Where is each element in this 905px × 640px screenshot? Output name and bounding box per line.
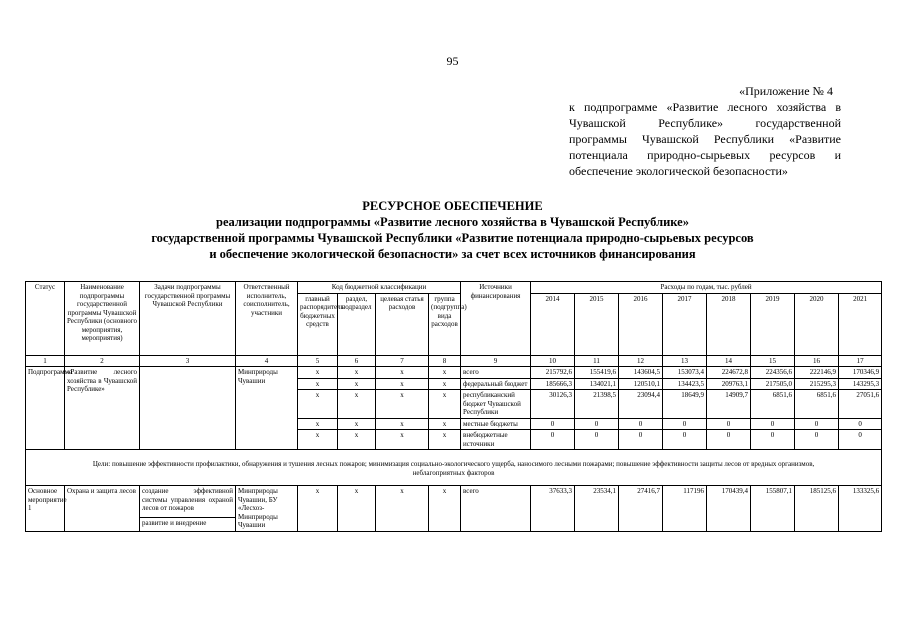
header-year: 2016 [619, 293, 663, 355]
goal-row [26, 450, 882, 486]
value-cell: 6851,6 [795, 390, 839, 419]
subprogram-executor: Минприроды Чувашии [236, 367, 298, 450]
header-status: Статус [26, 282, 65, 356]
value-cell: 0 [531, 418, 575, 430]
code-cell: x [338, 486, 376, 532]
column-numbers-row [26, 355, 882, 367]
value-cell: 30126,3 [531, 390, 575, 419]
code-cell: x [429, 418, 461, 430]
header-target-article: целевая статья расходов [376, 293, 429, 355]
value-cell: 133325,6 [839, 486, 882, 532]
value-cell: 0 [839, 430, 882, 450]
code-cell: x [298, 390, 338, 419]
document-title [0, 198, 905, 262]
table-row [26, 486, 882, 518]
header-year: 2017 [663, 293, 707, 355]
code-cell: x [338, 378, 376, 390]
column-number: 12 [619, 355, 663, 367]
column-number: 14 [707, 355, 751, 367]
appendix-line1: «Приложение № 4 [739, 84, 833, 98]
title-line2: реализации подпрограммы «Развитие лесного хозяйства в Чувашской Республике» [216, 215, 689, 229]
main-event-status: Основное мероприятие 1 [26, 486, 65, 532]
code-cell: x [298, 418, 338, 430]
subprogram-tasks [140, 367, 236, 450]
goal-text: Цели: повышение эффективности профилактики, обнаружения и тушения лесных пожаров; минимизация социально-экологического ущерба, наносимого лесными пожарами; повышение эффективности защиты лесов от вредных организмов, неблагоприятных факторов [26, 450, 882, 486]
value-cell: 0 [751, 418, 795, 430]
value-cell: 6851,6 [751, 390, 795, 419]
value-cell: 224356,6 [751, 367, 795, 379]
code-cell: x [298, 378, 338, 390]
value-cell: 134021,1 [575, 378, 619, 390]
source-cell: федеральный бюджет [461, 378, 531, 390]
title-line1: РЕСУРСНОЕ ОБЕСПЕЧЕНИЕ [362, 199, 543, 213]
header-main-manager: главный распорядитель бюджетных средств [298, 293, 338, 355]
value-cell: 217505,0 [751, 378, 795, 390]
main-event-tasks: создание эффективной системы управления охраной лесов от пожаров [140, 486, 236, 518]
code-cell: x [429, 378, 461, 390]
value-cell: 23534,1 [575, 486, 619, 532]
column-number: 6 [338, 355, 376, 367]
source-cell: местные бюджеты [461, 418, 531, 430]
value-cell: 185125,6 [795, 486, 839, 532]
value-cell: 120510,1 [619, 378, 663, 390]
column-number: 3 [140, 355, 236, 367]
value-cell: 0 [619, 418, 663, 430]
code-cell: x [429, 486, 461, 532]
title-line3: государственной программы Чувашской Республики «Развитие потенциала природно-сырьевых ресурсов [151, 231, 754, 245]
value-cell: 222146,9 [795, 367, 839, 379]
resource-table [25, 281, 882, 532]
code-cell: x [376, 378, 429, 390]
header-sources: Источники финансирования [461, 282, 531, 356]
appendix-note [569, 83, 841, 179]
header-executor: Ответственный исполнитель, соисполнитель, участники [236, 282, 298, 356]
value-cell: 153073,4 [663, 367, 707, 379]
title-line4: и обеспечение экологической безопасности» за счет всех источников финансирования [209, 247, 696, 261]
column-number: 1 [26, 355, 65, 367]
column-number: 2 [65, 355, 140, 367]
header-year: 2014 [531, 293, 575, 355]
column-number: 11 [575, 355, 619, 367]
code-cell: x [338, 430, 376, 450]
header-year: 2015 [575, 293, 619, 355]
column-number: 9 [461, 355, 531, 367]
main-event-executor: Минприроды Чувашии, БУ «Лесхоз-Минприроды Чувашии [236, 486, 298, 532]
page-number: 95 [446, 54, 459, 68]
header-tasks: Задачи подпрограммы государственной программы Чувашской Республики [140, 282, 236, 356]
subprogram-name: «Развитие лесного хозяйства в Чувашской Республике» [65, 367, 140, 450]
code-cell: x [298, 367, 338, 379]
value-cell: 170439,4 [707, 486, 751, 532]
source-cell: всего [461, 367, 531, 379]
value-cell: 0 [839, 418, 882, 430]
header-year: 2021 [839, 293, 882, 355]
code-cell: x [429, 390, 461, 419]
value-cell: 215295,3 [795, 378, 839, 390]
code-cell: x [338, 418, 376, 430]
source-cell: внебюджетные источники [461, 430, 531, 450]
column-number: 5 [298, 355, 338, 367]
column-number: 4 [236, 355, 298, 367]
code-cell: x [376, 430, 429, 450]
code-cell: x [429, 430, 461, 450]
header-year: 2020 [795, 293, 839, 355]
source-cell: всего [461, 486, 531, 532]
value-cell: 0 [707, 418, 751, 430]
code-cell: x [429, 367, 461, 379]
value-cell: 0 [707, 430, 751, 450]
value-cell: 18649,9 [663, 390, 707, 419]
code-cell: x [376, 486, 429, 532]
subprogram-status: Подпрограмма [26, 367, 65, 450]
header-group: группа (подгруппа) вида расходов [429, 293, 461, 355]
column-number: 17 [839, 355, 882, 367]
code-cell: x [338, 367, 376, 379]
source-cell: республиканский бюджет Чувашской Республики [461, 390, 531, 419]
value-cell: 224672,8 [707, 367, 751, 379]
main-event-tasks-extra: развитие и внедрение [140, 518, 236, 531]
value-cell: 170346,9 [839, 367, 882, 379]
code-cell: x [376, 367, 429, 379]
code-cell: x [298, 430, 338, 450]
column-number: 13 [663, 355, 707, 367]
header-year: 2018 [707, 293, 751, 355]
table-row [26, 367, 882, 379]
value-cell: 0 [575, 430, 619, 450]
value-cell: 0 [663, 418, 707, 430]
value-cell: 23094,4 [619, 390, 663, 419]
value-cell: 0 [795, 418, 839, 430]
code-cell: x [338, 390, 376, 419]
value-cell: 143295,3 [839, 378, 882, 390]
appendix-line2: к подпрограмме «Развитие лесного хозяйства в Чувашской Республике» государственной программы Чувашской Республики «Развитие потенциала природно-сырьевых ресурсов и обеспечение экологической безопасности» [569, 100, 841, 178]
header-expenses: Расходы по годам, тыс. рублей [531, 282, 882, 294]
column-number: 15 [751, 355, 795, 367]
value-cell: 0 [575, 418, 619, 430]
value-cell: 185666,3 [531, 378, 575, 390]
value-cell: 0 [619, 430, 663, 450]
value-cell: 0 [751, 430, 795, 450]
value-cell: 155419,6 [575, 367, 619, 379]
column-number: 16 [795, 355, 839, 367]
value-cell: 209763,1 [707, 378, 751, 390]
value-cell: 14909,7 [707, 390, 751, 419]
header-year: 2019 [751, 293, 795, 355]
value-cell: 37633,3 [531, 486, 575, 532]
value-cell: 0 [663, 430, 707, 450]
code-cell: x [376, 390, 429, 419]
header-budget-code: Код бюджетной классификации [298, 282, 461, 294]
value-cell: 155807,1 [751, 486, 795, 532]
value-cell: 27416,7 [619, 486, 663, 532]
value-cell: 27051,6 [839, 390, 882, 419]
column-number: 7 [376, 355, 429, 367]
column-number: 8 [429, 355, 461, 367]
main-event-name: Охрана и защита лесов [65, 486, 140, 532]
value-cell: 21398,5 [575, 390, 619, 419]
value-cell: 215792,6 [531, 367, 575, 379]
value-cell: 134423,5 [663, 378, 707, 390]
value-cell: 0 [531, 430, 575, 450]
value-cell: 143604,5 [619, 367, 663, 379]
code-cell: x [376, 418, 429, 430]
header-section: раздел, подраздел [338, 293, 376, 355]
code-cell: x [298, 486, 338, 532]
header-name: Наименование подпрограммы государственной программы Чувашской Республики (основного мероприятия, мероприятия) [65, 282, 140, 356]
column-number: 10 [531, 355, 575, 367]
value-cell: 117196 [663, 486, 707, 532]
value-cell: 0 [795, 430, 839, 450]
